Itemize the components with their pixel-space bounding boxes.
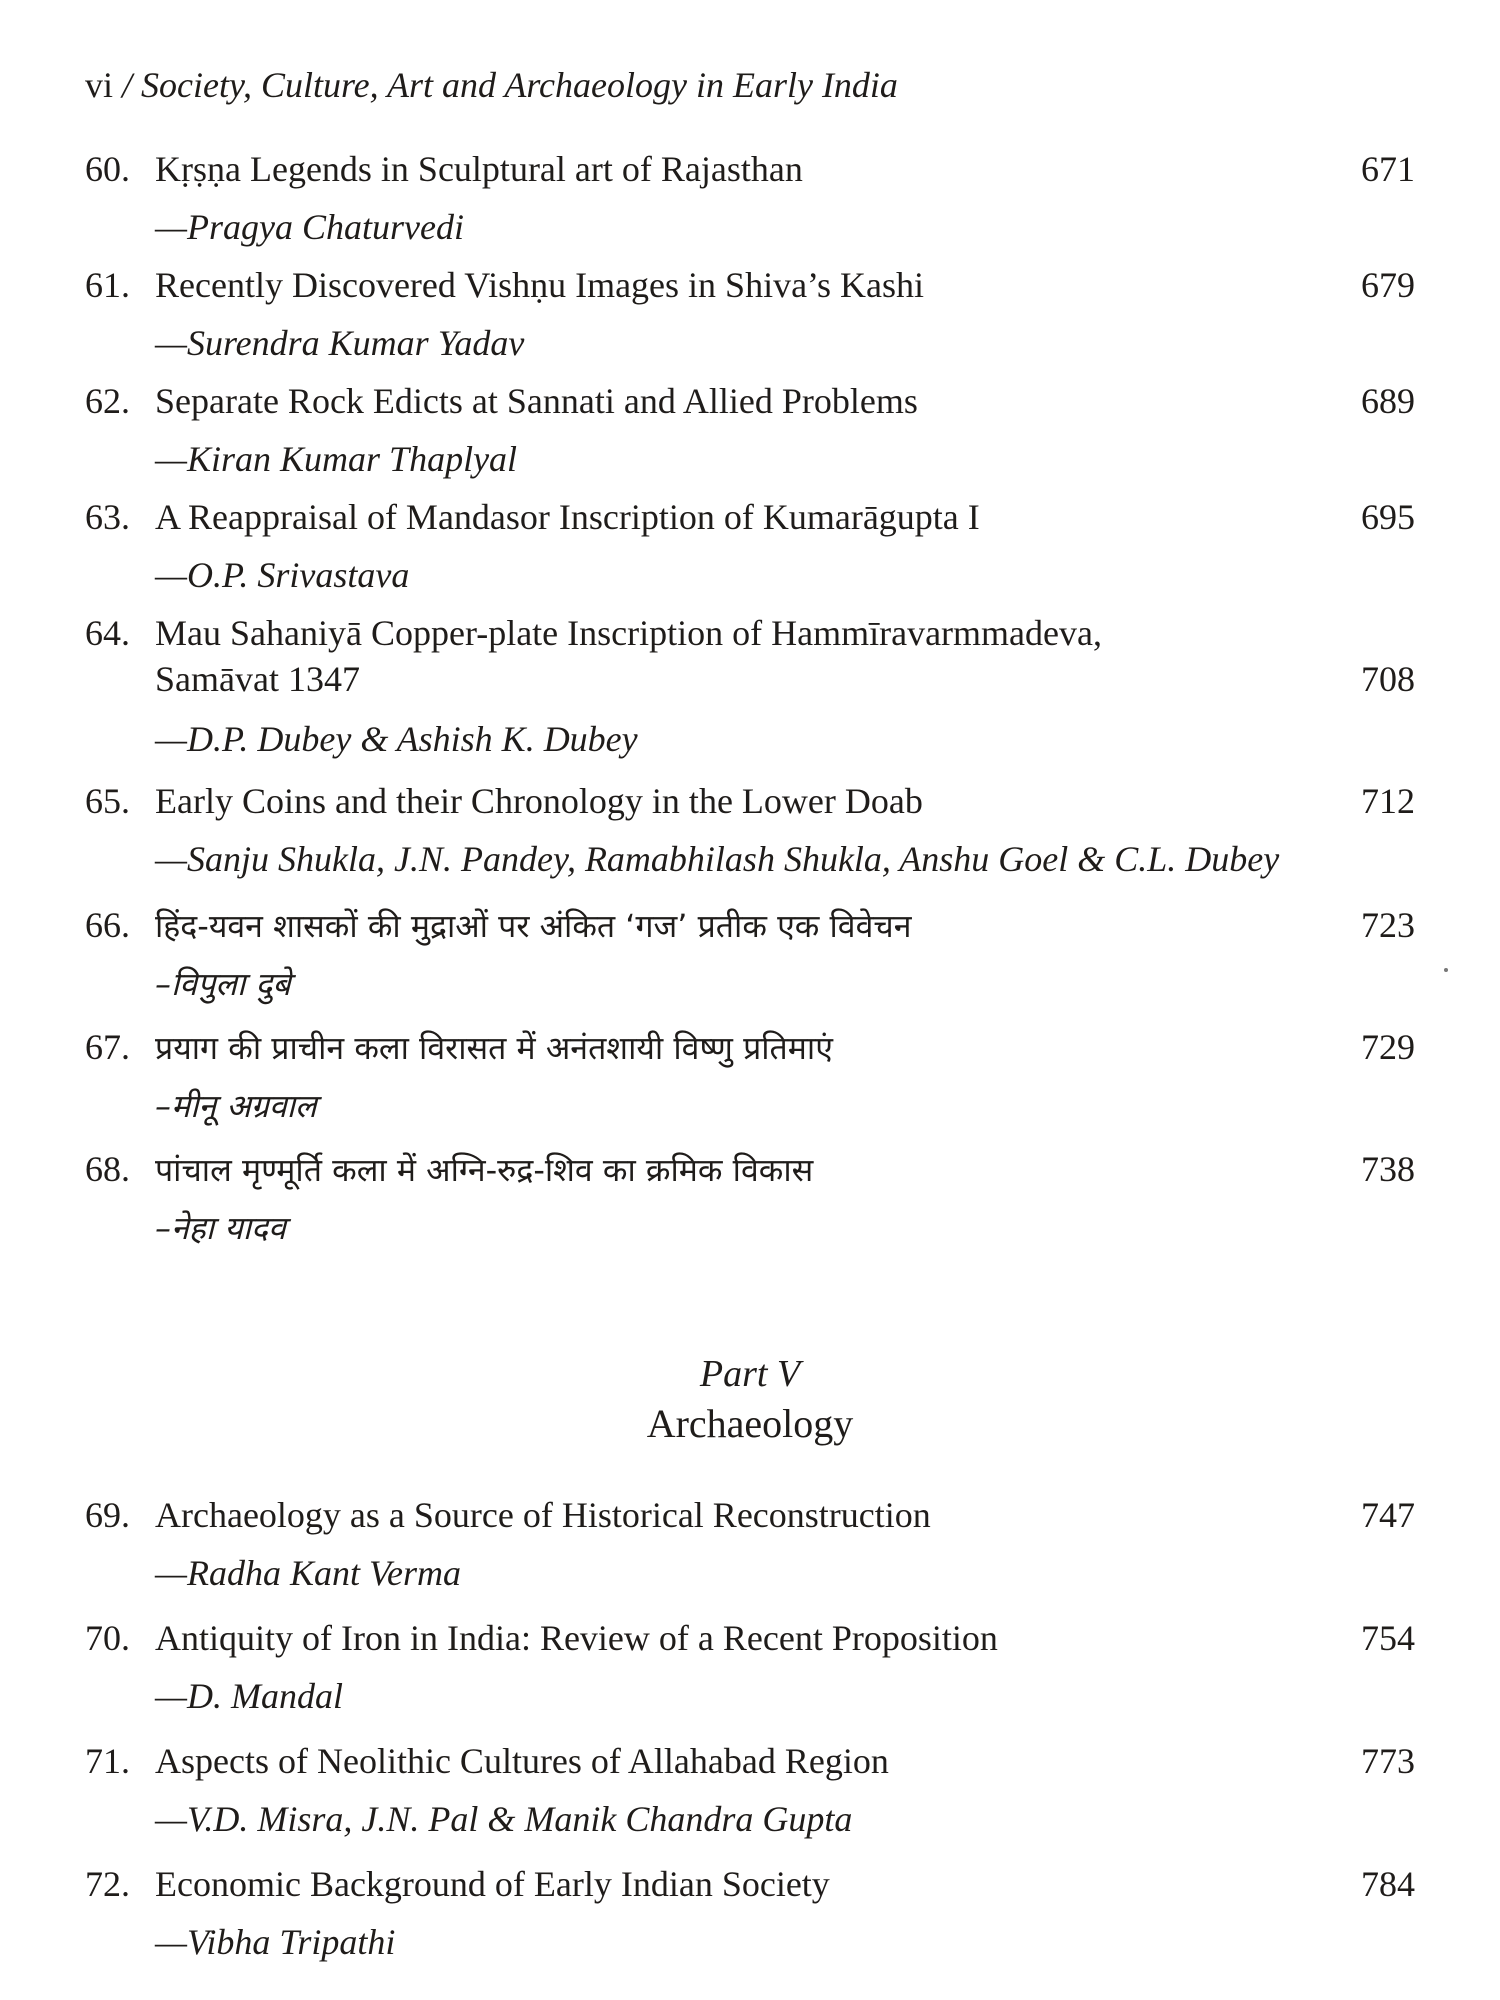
toc-entry-66 bbox=[85, 904, 1415, 1026]
toc-entry-71 bbox=[85, 1740, 1415, 1863]
entry-page: 695 bbox=[1361, 497, 1415, 537]
entry-author: —D. Mandal bbox=[155, 1676, 343, 1716]
toc-entry-61 bbox=[85, 264, 1415, 380]
entry-title: A Reappraisal of Mandasor Inscription of Kumarāgupta I bbox=[155, 497, 980, 537]
page-folio: vi bbox=[85, 65, 114, 105]
entry-page: 784 bbox=[1361, 1864, 1415, 1904]
part-title: Archaeology bbox=[646, 1401, 854, 1446]
part-heading bbox=[0, 1352, 1500, 1447]
entry-page: 723 bbox=[1361, 905, 1415, 945]
entry-number: 70. bbox=[85, 1618, 130, 1658]
toc-entry-65 bbox=[85, 780, 1415, 904]
toc-entry-67 bbox=[85, 1026, 1415, 1148]
entry-number: 61. bbox=[85, 265, 130, 305]
header-separator: / bbox=[113, 65, 142, 105]
entry-page: 747 bbox=[1361, 1495, 1415, 1535]
entry-author: —V.D. Misra, J.N. Pal & Manik Chandra Gupta bbox=[155, 1799, 853, 1839]
entry-title: Kṛṣṇa Legends in Sculptural art of Rajasthan bbox=[155, 149, 803, 189]
entry-number: 72. bbox=[85, 1864, 130, 1904]
entry-author: —Surendra Kumar Yadav bbox=[155, 323, 525, 363]
toc-entry-63 bbox=[85, 496, 1415, 612]
entry-number: 67. bbox=[85, 1027, 130, 1067]
toc-entry-62 bbox=[85, 380, 1415, 496]
entry-page: 754 bbox=[1361, 1618, 1415, 1658]
entry-title-continued: Samāvat 1347 bbox=[155, 659, 360, 699]
entry-page: 712 bbox=[1361, 781, 1415, 821]
entry-title: हिंद-यवन शासकों की मुद्राओं पर अंकित ‘गज’ प्रतीक एक विवेचन bbox=[155, 907, 912, 945]
entry-title: पांचाल मृण्मूर्ति कला में अग्नि-रुद्र-शिव का क्रमिक विकास bbox=[155, 1151, 814, 1189]
entry-title: Aspects of Neolithic Cultures of Allahabad Region bbox=[155, 1741, 889, 1781]
entry-page: 671 bbox=[1361, 149, 1415, 189]
entry-number: 63. bbox=[85, 497, 130, 537]
toc-entry-72 bbox=[85, 1863, 1415, 1979]
entry-number: 64. bbox=[85, 613, 130, 653]
entry-page: 729 bbox=[1361, 1027, 1415, 1067]
toc-entry-60 bbox=[85, 148, 1415, 264]
entry-author: —D.P. Dubey & Ashish K. Dubey bbox=[155, 719, 638, 759]
toc-list-part5 bbox=[0, 1494, 1500, 1979]
entry-title: Mau Sahaniyā Copper-plate Inscription of Hammīravarmmadeva, bbox=[155, 613, 1102, 653]
entry-title: Separate Rock Edicts at Sannati and Allied Problems bbox=[155, 381, 918, 421]
entry-number: 65. bbox=[85, 781, 130, 821]
entry-author: —Sanju Shukla, J.N. Pandey, Ramabhilash Shukla, Anshu Goel & C.L. Dubey bbox=[155, 839, 1280, 879]
entry-title: Antiquity of Iron in India: Review of a Recent Proposition bbox=[155, 1618, 998, 1658]
entry-author: –मीनू अग्रवाल bbox=[155, 1087, 317, 1125]
entry-page: 689 bbox=[1361, 381, 1415, 421]
entry-number: 68. bbox=[85, 1149, 130, 1189]
entry-author: —Pragya Chaturvedi bbox=[155, 207, 464, 247]
entry-title: Early Coins and their Chronology in the Lower Doab bbox=[155, 781, 923, 821]
entry-number: 69. bbox=[85, 1495, 130, 1535]
entry-title: Recently Discovered Vishṇu Images in Shiva’s Kashi bbox=[155, 265, 925, 305]
entry-author: —Radha Kant Verma bbox=[155, 1553, 461, 1593]
entry-author: –नेहा यादव bbox=[155, 1209, 286, 1247]
entry-author: —Kiran Kumar Thaplyal bbox=[155, 439, 518, 479]
part-label: Part V bbox=[699, 1353, 801, 1395]
book-title: Society, Culture, Art and Archaeology in Early India bbox=[141, 65, 898, 105]
entry-number: 66. bbox=[85, 905, 130, 945]
toc-entry-64 bbox=[85, 612, 1415, 780]
entry-page: 738 bbox=[1361, 1149, 1415, 1189]
entry-author: –विपुला दुबे bbox=[155, 965, 291, 1003]
toc-entry-68 bbox=[85, 1148, 1415, 1264]
entry-author: —O.P. Srivastava bbox=[155, 555, 410, 595]
entry-page: 708 bbox=[1361, 659, 1415, 699]
paper-speck bbox=[1444, 968, 1448, 972]
entry-number: 62. bbox=[85, 381, 130, 421]
entry-page: 679 bbox=[1361, 265, 1415, 305]
entry-title: प्रयाग की प्राचीन कला विरासत में अनंतशायी विष्णु प्रतिमाएं bbox=[155, 1029, 833, 1067]
entry-page: 773 bbox=[1361, 1741, 1415, 1781]
toc-entry-69 bbox=[85, 1494, 1415, 1617]
entry-number: 60. bbox=[85, 149, 130, 189]
entry-title: Archaeology as a Source of Historical Reconstruction bbox=[155, 1495, 931, 1535]
entry-author: —Vibha Tripathi bbox=[155, 1922, 396, 1962]
entry-title: Economic Background of Early Indian Society bbox=[155, 1864, 830, 1904]
entry-number: 71. bbox=[85, 1741, 130, 1781]
running-head bbox=[85, 64, 898, 106]
toc-entry-70 bbox=[85, 1617, 1415, 1740]
toc-list-part4 bbox=[0, 148, 1500, 1264]
